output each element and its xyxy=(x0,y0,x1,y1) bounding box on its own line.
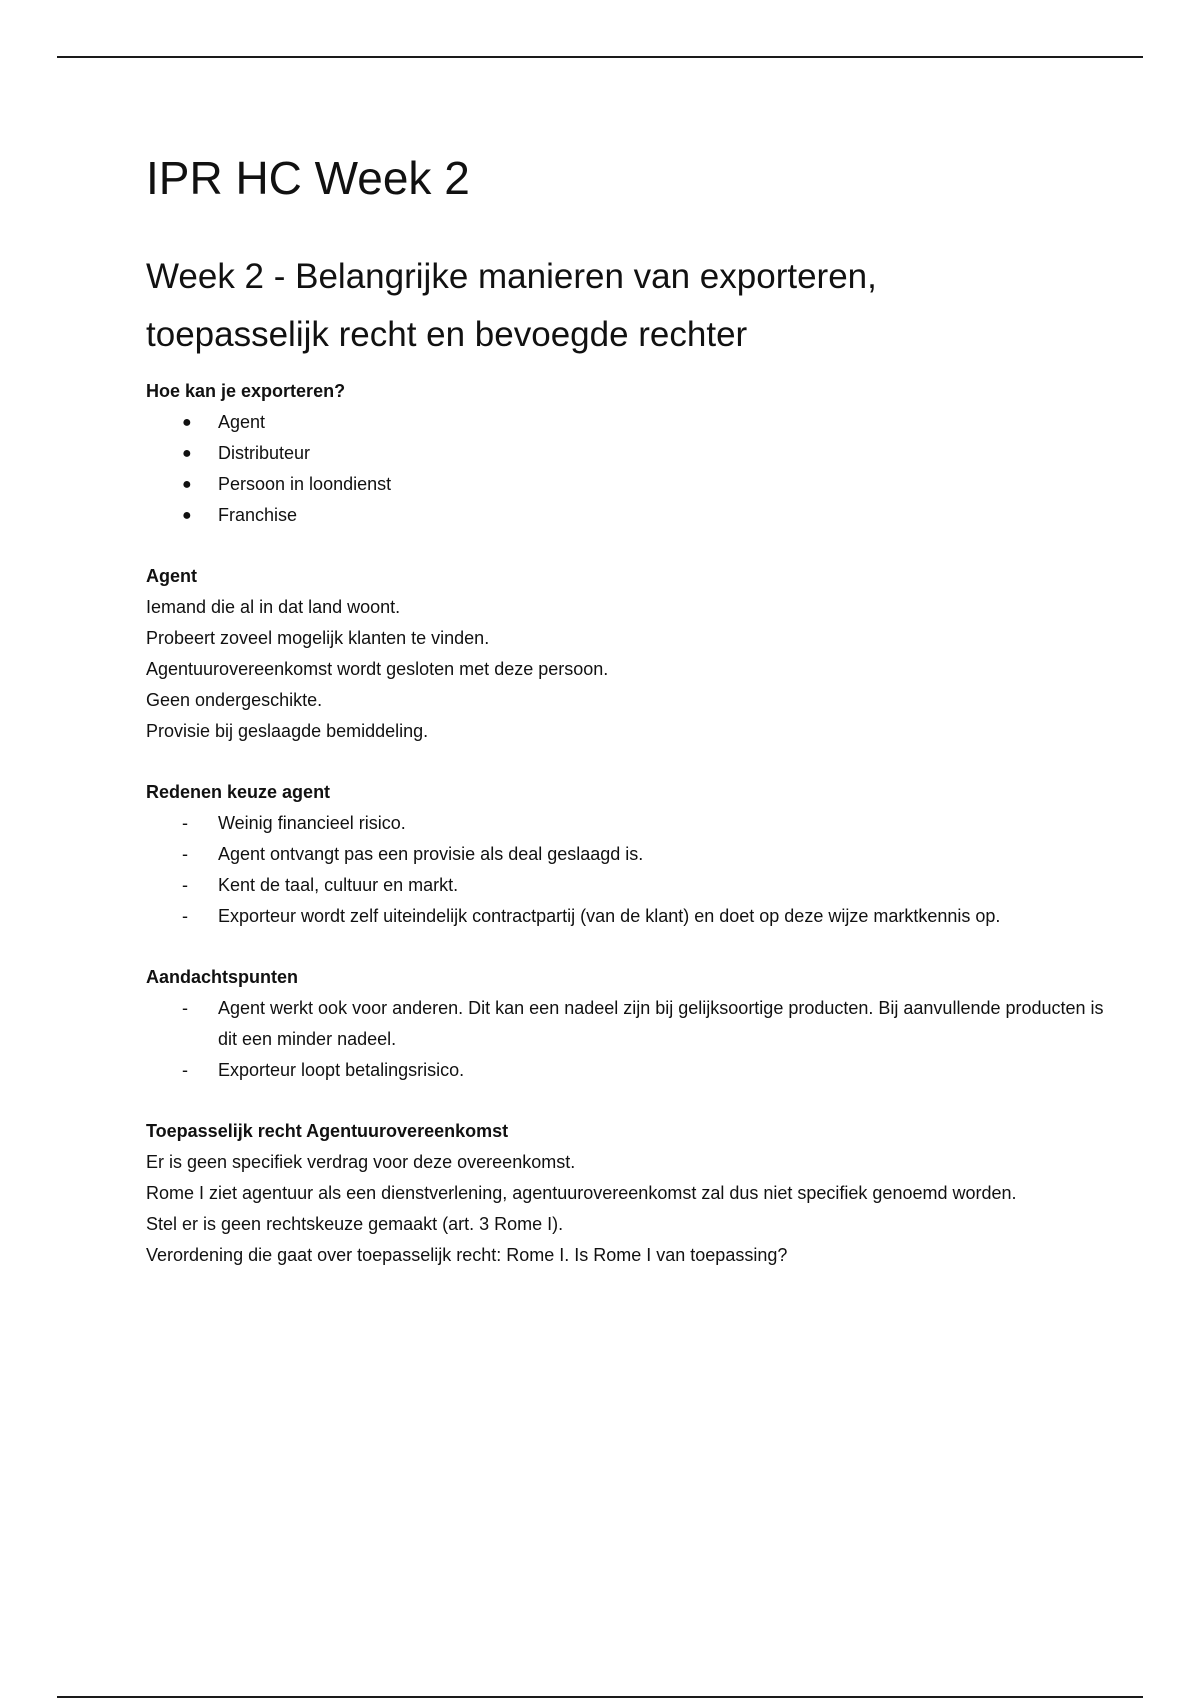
paragraph-line: Er is geen specifiek verdrag voor deze overeenkomst. xyxy=(146,1152,576,1172)
document-subtitle xyxy=(146,248,1106,364)
list-item-text: Kent de taal, cultuur en markt. xyxy=(218,875,459,895)
reasons-list xyxy=(146,808,1106,932)
paragraph-line: Geen ondergeschikte. xyxy=(146,690,323,710)
paragraph-line: Iemand die al in dat land woont. xyxy=(146,597,401,617)
law-heading: Toepasselijk recht Agentuurovereenkomst xyxy=(146,1121,509,1141)
document-page xyxy=(146,148,1106,1301)
export-section xyxy=(146,376,1106,531)
list-item-text: Persoon in loondienst xyxy=(218,474,392,494)
attention-heading: Aandachtspunten xyxy=(146,967,299,987)
paragraph-line: Verordening die gaat over toepasselijk recht: Rome I. Is Rome I van toepassing? xyxy=(146,1245,788,1265)
paragraph-line: Probeert zoveel mogelijk klanten te vinden. xyxy=(146,628,490,648)
attention-list xyxy=(146,993,1106,1086)
list-item-text: Agent ontvangt pas een provisie als deal geslaagd is. xyxy=(218,844,644,864)
dash-icon: - xyxy=(182,813,188,833)
bullet-icon: ● xyxy=(182,507,192,524)
law-section xyxy=(146,1116,1106,1271)
agent-heading: Agent xyxy=(146,566,197,586)
list-item-text: Agent werkt ook voor anderen. Dit kan een nadeel zijn bij gelijksoortige producten. Bij aanvullende producten is dit een minder nadeel. xyxy=(218,998,1104,1049)
paragraph-line: Rome I ziet agentuur als een dienstverlening, agentuurovereenkomst zal dus niet specifiek genoemd worden. xyxy=(146,1183,1017,1203)
list-item-text: Agent xyxy=(218,412,266,432)
list-item xyxy=(146,839,1106,870)
export-heading: Hoe kan je exporteren? xyxy=(146,381,346,401)
list-item xyxy=(146,1055,1106,1086)
export-list xyxy=(146,407,1106,531)
list-item xyxy=(146,993,1106,1055)
attention-section xyxy=(146,962,1106,1086)
bullet-icon: ● xyxy=(182,414,192,431)
bullet-icon: ● xyxy=(182,445,192,462)
paragraph-line: Provisie bij geslaagde bemiddeling. xyxy=(146,721,429,741)
list-item xyxy=(146,901,1106,932)
subtitle-line-1: Week 2 - Belangrijke manieren van exporteren, xyxy=(146,257,877,296)
dash-icon: - xyxy=(182,844,188,864)
footer-rule xyxy=(57,1696,1143,1698)
bullet-icon: ● xyxy=(182,476,192,493)
list-item xyxy=(146,407,1106,438)
list-item xyxy=(146,438,1106,469)
dash-icon: - xyxy=(182,1060,188,1080)
reasons-heading: Redenen keuze agent xyxy=(146,782,331,802)
list-item-text: Exporteur loopt betalingsrisico. xyxy=(218,1060,465,1080)
list-item xyxy=(146,808,1106,839)
subtitle-line-2: toepasselijk recht en bevoegde rechter xyxy=(146,315,748,354)
list-item-text: Distributeur xyxy=(218,443,311,463)
document-title: IPR HC Week 2 xyxy=(146,152,470,204)
list-item xyxy=(146,469,1106,500)
paragraph-line: Agentuurovereenkomst wordt gesloten met deze persoon. xyxy=(146,659,609,679)
header-rule xyxy=(57,56,1143,58)
agent-section xyxy=(146,561,1106,747)
reasons-section xyxy=(146,777,1106,932)
list-item-text: Weinig financieel risico. xyxy=(218,813,406,833)
list-item-text: Exporteur wordt zelf uiteindelijk contractpartij (van de klant) en doet op deze wijze marktkennis op. xyxy=(218,906,1001,926)
dash-icon: - xyxy=(182,906,188,926)
dash-icon: - xyxy=(182,998,188,1018)
list-item-text: Franchise xyxy=(218,505,298,525)
dash-icon: - xyxy=(182,875,188,895)
list-item xyxy=(146,500,1106,531)
paragraph-line: Stel er is geen rechtskeuze gemaakt (art. 3 Rome I). xyxy=(146,1214,564,1234)
list-item xyxy=(146,870,1106,901)
